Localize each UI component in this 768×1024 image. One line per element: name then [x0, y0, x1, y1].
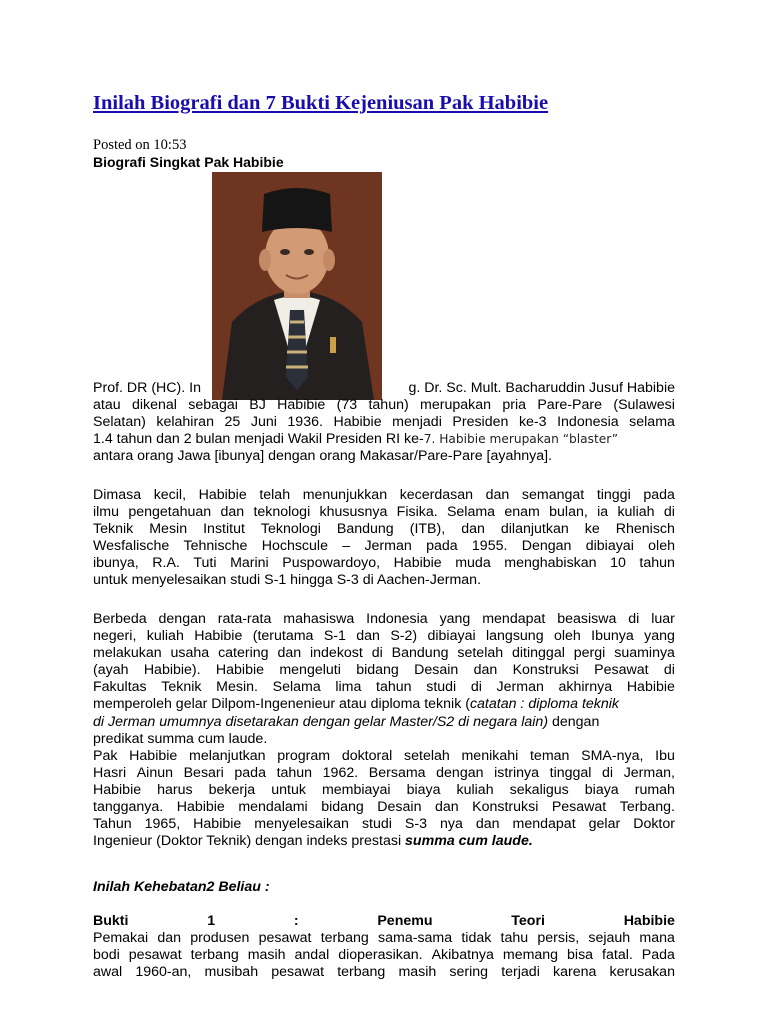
p3-line: melakukan usaha catering dan indekost di Bandung setelah ditinggal pergi suaminya [93, 645, 675, 662]
section-heading: Inilah Kehebatan2 Beliau : [93, 879, 270, 895]
paragraph-2 [93, 487, 675, 590]
p3-line: memperoleh gelar Dilpom-Ingenenieur atau diploma teknik (catatan : diploma teknik [93, 696, 620, 713]
subheading: Biografi Singkat Pak Habibie [93, 154, 284, 170]
p2-line: Wesfalische Tehnische Hochscule – Jerman pada 1955. Dengan dibiayai oleh [93, 538, 675, 555]
p3-line: predikat summa cum laude. [93, 730, 268, 747]
bukti-1 [93, 913, 675, 981]
p3-line: negeri, kuliah Habibie (terutama S-1 dan S-2) dibiayai langsung oleh Ibunya yang [93, 628, 675, 645]
p3-line: Berbeda dengan rata-rata mahasiswa Indonesia yang mendapat beasiswa di luar [93, 611, 675, 627]
p4-line: Pak Habibie melanjutkan program doktoral setelah menikahi teman SMA-nya, Ibu [93, 748, 675, 764]
posted-time: Posted on 10:53 [93, 137, 187, 153]
bukti-1-line: bodi pesawat terbang masih andal dioperasikan. Akibatnya memang bisa fatal. Pada [93, 947, 675, 964]
p1-line1-left: Prof. DR (HC). In [93, 380, 201, 396]
p4-line: Tahun 1965, Habibie menyelesaikan studi S-3 nya dan mendapat gelar Doktor [93, 816, 675, 833]
p2-line: Teknik Mesin Institut Teknologi Bandung (ITB), dan dilanjutkan ke Rhenisch [93, 521, 675, 538]
p2-line: Dimasa kecil, Habibie telah menunjukkan kecerdasan dan semangat tinggi pada [93, 487, 675, 503]
p3-line: di Jerman umumnya disetarakan dengan gelar Master/S2 di negara lain) dengan [93, 713, 600, 730]
p1-line: antara orang Jawa [ibunya] dengan orang Makasar/Pare-Pare [ayahnya]. [93, 448, 553, 465]
paragraph-4 [93, 748, 675, 851]
p4-line: Hasri Ainun Besari pada tahun 1962. Bersama dengan istrinya tinggal di Jerman, [93, 765, 675, 782]
p4-line: Ingenieur (Doktor Teknik) dengan indeks prestasi summa cum laude. [93, 833, 533, 850]
article-title[interactable]: Inilah Biografi dan 7 Bukti Kejeniusan Pak Habibie [93, 92, 549, 114]
p3-line: (ayah Habibie). Habibie mengeluti bidang Desain dan Konstruksi Pesawat di [93, 662, 675, 679]
portrait-photo [212, 172, 382, 400]
p4-line: Habibie harus bekerja untuk membiayai biaya kuliah sekaligus biaya rumah [93, 782, 675, 799]
p1-line: 1.4 tahun dan 2 bulan menjadi Wakil Presiden RI ke-7. Habibie merupakan “blaster” [93, 431, 619, 448]
p4-line: tangganya. Habibie mendalami bidang Desain dan Konstruksi Pesawat Terbang. [93, 799, 675, 816]
bukti-1-heading: Bukti 1 : Penemu Teori Habibie [93, 913, 675, 929]
p1-line: atau dikenal sebagai BJ Habibie (73 tahun) merupakan pria Pare-Pare (Sulawesi [93, 397, 675, 413]
p3-line: Fakultas Teknik Mesin. Selama lima tahun studi di Jerman akhirnya Habibie [93, 679, 675, 696]
p1-line1-right: g. Dr. Sc. Mult. Bacharuddin Jusuf Habibie [408, 380, 675, 396]
p1-line: Selatan) kelahiran 25 Juni 1936. Habibie menjadi Presiden ke-3 Indonesia selama [93, 414, 675, 431]
p2-line: untuk menyelesaikan studi S-1 hingga S-3 di Aachen-Jerman. [93, 572, 482, 589]
bukti-1-line: awal 1960-an, musibah pesawat terbang masih sering terjadi karena kerusakan [93, 964, 675, 981]
bukti-1-line: Pemakai dan produsen pesawat terbang sama-sama tidak tahu persis, sejauh mana [93, 930, 675, 947]
paragraph-3 [93, 611, 675, 748]
paragraph-1 [93, 397, 675, 465]
p2-line: ibunya, R.A. Tuti Marini Puspowardoyo, Habibie muda menghabiskan 10 tahun [93, 555, 675, 572]
p2-line: ilmu pengetahuan dan teknologi khususnya Fisika. Selama enam bulan, ia kuliah di [93, 504, 675, 521]
